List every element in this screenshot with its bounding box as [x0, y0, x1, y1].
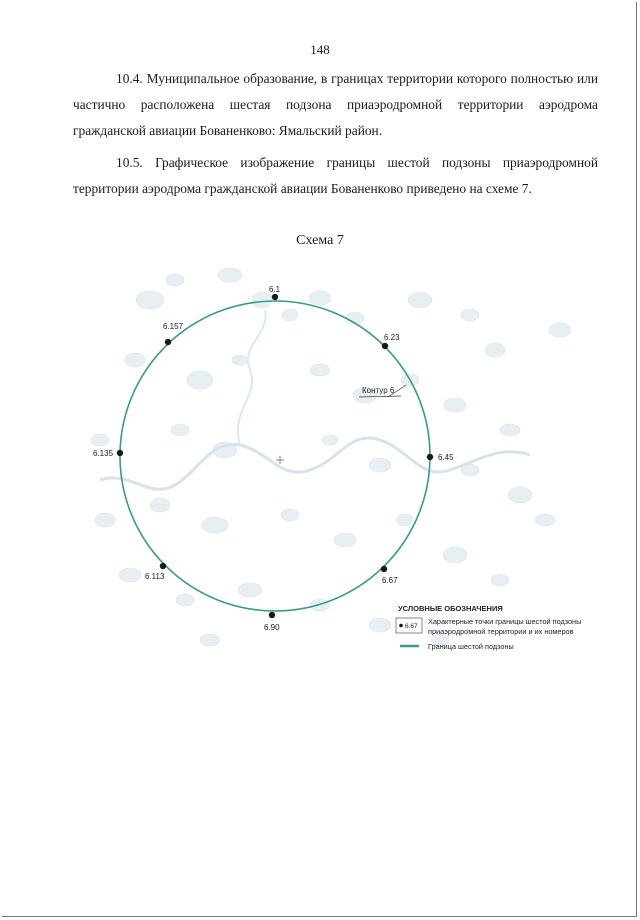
- point-label: 6.135: [93, 449, 114, 458]
- boundary-point-6-113: [145, 563, 166, 581]
- boundary-point-6-67: [381, 566, 398, 585]
- river-branch: [238, 310, 266, 445]
- legend: [396, 604, 581, 651]
- boundary-points: [93, 285, 454, 632]
- point-label: 6.67: [382, 576, 398, 585]
- legend-point-sample: 6.67: [405, 623, 418, 630]
- boundary-point-6-23: [382, 333, 400, 349]
- legend-point-desc-2: приаэродромной территории и их номеров: [428, 627, 574, 636]
- aerodrome-center-cross: [276, 456, 284, 464]
- point-label: 6.45: [438, 453, 454, 462]
- scheme-title: Схема 7: [296, 233, 344, 248]
- legend-title: УСЛОВНЫЕ ОБОЗНАЧЕНИЯ: [398, 604, 503, 613]
- point-label: 6.23: [384, 333, 400, 342]
- legend-line-desc: Граница шестой подзоны: [428, 642, 514, 651]
- boundary-point-6-135: [93, 449, 123, 458]
- contour-label: Контур 6: [362, 386, 395, 395]
- paragraph-10-4: 10.4. Муниципальное образование, в границах территории которого полностью или частично расположена шестая подзона приаэродромной территории аэродрома гражданской авиации Бованенково: Ямальский район.: [73, 71, 598, 138]
- page-number: 148: [310, 42, 330, 57]
- paragraph-10-5: 10.5. Графическое изображение границы шестой подзоны приаэродромной территории аэродрома гражданской авиации Бованенково приведено на схеме 7.: [73, 155, 598, 196]
- legend-point-desc-1: Характерные точки границы шестой подзоны: [428, 617, 582, 626]
- point-label: 6.90: [264, 623, 280, 632]
- river: [100, 438, 530, 489]
- boundary-point-6-45: [427, 453, 454, 462]
- boundary-point-6-90: [264, 612, 280, 632]
- point-label: 6.157: [163, 322, 184, 331]
- point-label: 6.1: [269, 285, 281, 294]
- point-label: 6.113: [145, 572, 165, 581]
- legend-point-icon: [399, 624, 403, 628]
